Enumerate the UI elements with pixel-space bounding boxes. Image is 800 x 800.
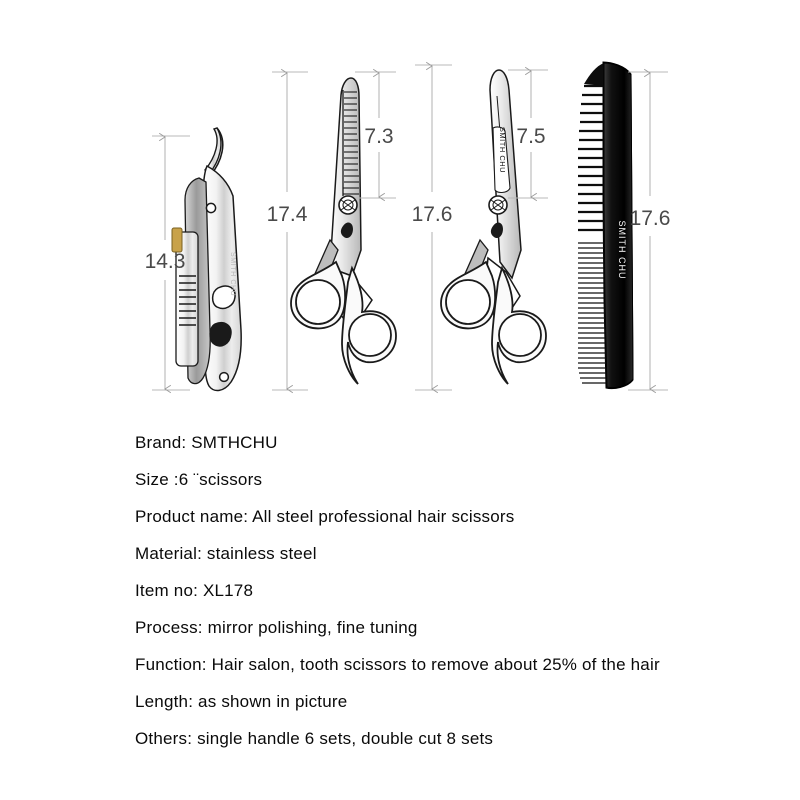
dimension-label-thinning-total: 17.4 xyxy=(266,203,308,226)
dimension-cutting-total xyxy=(412,65,453,390)
dimension-thinning-total xyxy=(267,72,308,390)
spec-line-length: Length: as shown in picture xyxy=(135,692,348,711)
spec-line-process: Process: mirror polishing, fine tuning xyxy=(135,618,418,637)
dimension-comb-total xyxy=(628,72,670,390)
cutting-scissors-illustration xyxy=(441,70,546,384)
dimension-label-comb-total: 17.6 xyxy=(629,207,671,230)
dimension-label-cutting-blade: 7.5 xyxy=(516,125,546,148)
spec-line-size: Size :6 ¨scissors xyxy=(135,470,263,489)
spec-line-material: Material: stainless steel xyxy=(135,544,317,563)
spec-line-product-name: Product name: All steel professional hair scissors xyxy=(135,507,515,526)
spec-line-brand: Brand: SMTHCHU xyxy=(135,433,278,452)
specification-list xyxy=(135,424,775,757)
comb-illustration xyxy=(578,62,633,389)
dimension-label-razor-total: 14.3 xyxy=(144,250,186,273)
thinning-scissors-illustration xyxy=(291,78,396,384)
spec-line-item-no: Item no: XL178 xyxy=(135,581,254,600)
spec-line-others: Others: single handle 6 sets, double cut 8 sets xyxy=(135,729,494,748)
spec-line-function: Function: Hair salon, tooth scissors to remove about 25% of the hair xyxy=(135,655,660,674)
razor-brand-mark: SMITH CHU xyxy=(229,252,236,297)
comb-brand-mark: SMITH CHU xyxy=(617,220,627,280)
scissors-brand-mark: SMITH CHU xyxy=(498,126,507,174)
dimension-label-thinning-blade: 7.3 xyxy=(364,125,394,148)
dimension-label-cutting-total: 17.6 xyxy=(411,203,453,226)
